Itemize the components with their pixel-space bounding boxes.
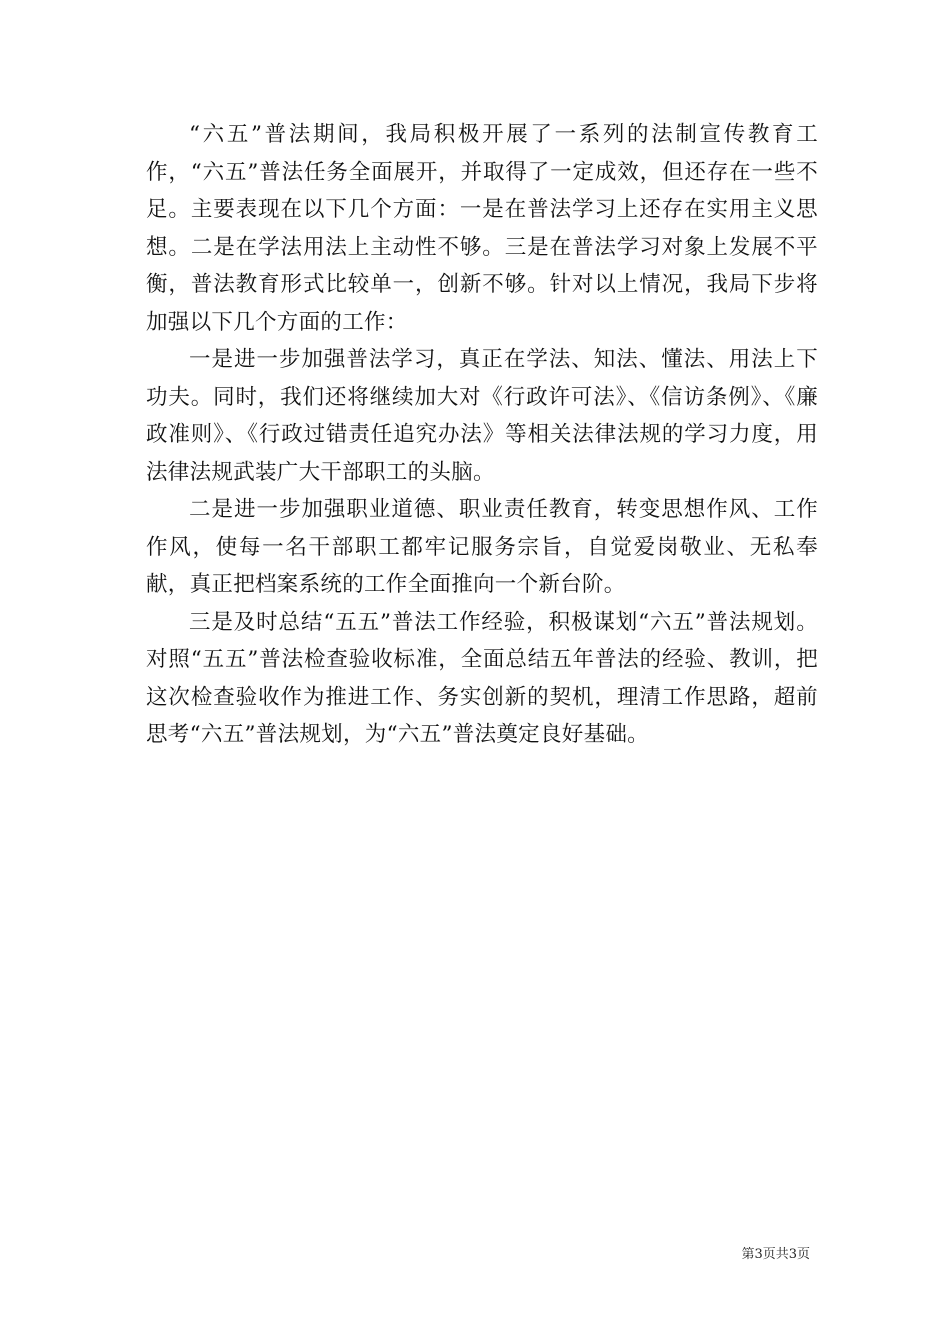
page-number-footer: 第3页共3页 <box>741 1247 810 1262</box>
paragraph-2: 一是进一步加强普法学习，真正在学法、知法、懂法、用法上下功夫。同时，我们还将继续加大对《行政许可法》、《信访条例》、《廉政准则》、《行政过错责任追究办法》等相关法律法规的学习力度，用法律法规武装广大干部职工的头脑。 <box>146 347 818 485</box>
paragraph-4: 三是及时总结“五五”普法工作经验，积极谋划“六五”普法规划。对照“五五”普法检查验收标准，全面总结五年普法的经验、教训，把这次检查验收作为推进工作、务实创新的契机，理清工作思路，超前思考“六五”普法规划，为“六五”普法奠定良好基础。 <box>146 609 818 747</box>
paragraph-1: “六五”普法期间，我局积极开展了一系列的法制宣传教育工作，“六五”普法任务全面展开，并取得了一定成效，但还存在一些不足。主要表现在以下几个方面：一是在普法学习上还存在实用主义思想。二是在学法用法上主动性不够。三是在普法学习对象上发展不平衡，普法教育形式比较单一，创新不够。针对以上情况，我局下步将加强以下几个方面的工作： <box>146 122 818 335</box>
document-body <box>146 116 818 754</box>
paragraph-3: 二是进一步加强职业道德、职业责任教育，转变思想作风、工作作风，使每一名干部职工都牢记服务宗旨，自觉爱岗敬业、无私奉献，真正把档案系统的工作全面推向一个新台阶。 <box>146 497 818 597</box>
